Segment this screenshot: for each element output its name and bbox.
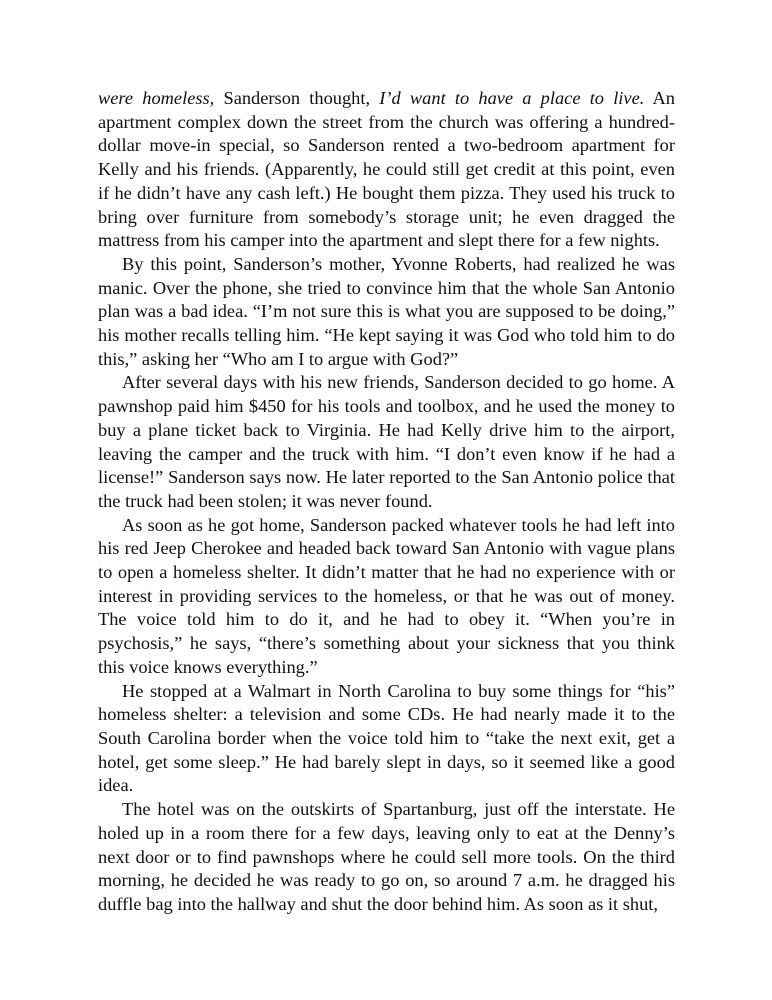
paragraph-3 bbox=[98, 371, 675, 513]
document-page bbox=[98, 87, 675, 917]
paragraph-2-run-1: By this point, Sanderson’s mother, Yvonne Roberts, had realized he was manic. Over the phone, she tried to convince him that the whole San Antonio plan was a bad idea. “I’m not sure this is what you are supposed to be doing,” his mother recalls telling him. “He kept saying it was God who told him to do this,” asking her “Who am I to argue with God?” bbox=[98, 253, 675, 369]
paragraph-1-run-4: An apartment complex down the street from the church was offering a hundred-dollar move-in special, so Sanderson rented a two-bedroom apartment for Kelly and his friends. (Apparently, he could still get credit at this point, even if he didn’t have any cash left.) He bought them pizza. They used his truck to bring over furniture from somebody’s storage unit; he even dragged the mattress from his camper into the apartment and slept there for a few nights. bbox=[98, 88, 675, 251]
paragraph-6 bbox=[98, 798, 675, 917]
paragraph-1-run-1: were homeless, bbox=[98, 88, 215, 108]
paragraph-4-run-1: As soon as he got home, Sanderson packed whatever tools he had left into his red Jeep Cherokee and headed back toward San Antonio with vague plans to open a homeless shelter. It didn’t matter that he had no experience with or interest in providing services to the homeless, or that he was out of money. The voice told him to do it, and he had to obey it. “When you’re in psychosis,” he says, “there’s something about your sickness that you think this voice knows everything.” bbox=[98, 514, 675, 677]
paragraph-5-run-1: He stopped at a Walmart in North Carolina to buy some things for “his” homeless shelter: a television and some CDs. He had nearly made it to the South Carolina border when the voice told him to “take the next exit, get a hotel, get some sleep.” He had barely slept in days, so it seemed like a good idea. bbox=[98, 680, 675, 796]
paragraph-6-run-1: The hotel was on the outskirts of Spartanburg, just off the interstate. He holed up in a room there for a few days, leaving only to eat at the Denny’s next door or to find pawnshops where he could sell more tools. On the third morning, he decided he was ready to go on, so around 7 a.m. he dragged his duffle bag into the hallway and shut the door behind him. As soon as it shut, bbox=[98, 799, 675, 914]
paragraph-2 bbox=[98, 253, 675, 372]
paragraph-1-run-3: I’d want to have a place to live. bbox=[379, 88, 645, 108]
paragraph-4 bbox=[98, 514, 675, 680]
paragraph-5 bbox=[98, 680, 675, 799]
paragraph-1 bbox=[98, 87, 675, 253]
paragraph-1-run-2: Sanderson thought, bbox=[214, 88, 380, 108]
paragraph-3-run-1: After several days with his new friends, Sanderson decided to go home. A pawnshop paid him $450 for his tools and toolbox, and he used the money to buy a plane ticket back to Virginia. He had Kelly drive him to the airport, leaving the camper and the truck with him. “I don’t even know if he had a license!” Sanderson says now. He later reported to the San Antonio police that the truck had been stolen; it was never found. bbox=[98, 372, 675, 511]
